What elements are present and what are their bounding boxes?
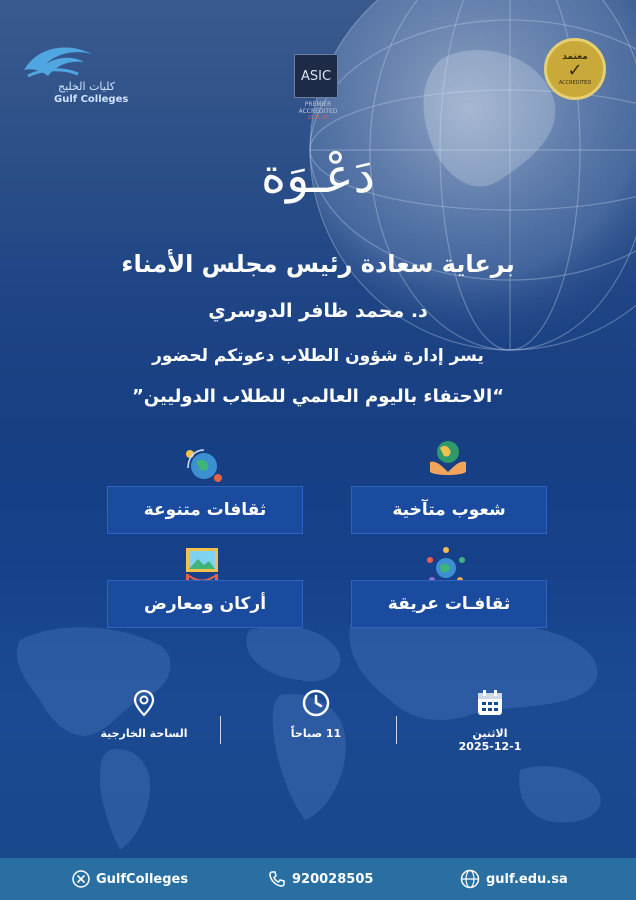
seal-english: ACCREDITED [558, 80, 592, 86]
hands-globe-icon [426, 436, 470, 480]
event-time-value: 11 صباحاً [290, 727, 342, 740]
feature-box-brotherly-peoples [351, 486, 547, 534]
location-pin-icon [129, 688, 159, 718]
asic-logo [294, 54, 342, 121]
feature-label: شعوب متآخية [392, 500, 506, 520]
asic-box: ASIC [294, 54, 338, 98]
asic-year: 2025-26 [307, 115, 329, 121]
checkmark-icon: ✓ [567, 60, 583, 81]
feature-label: أركان ومعارض [143, 594, 267, 614]
inviter-line: يسر إدارة شؤون الطلاب دعوتكم لحضور [152, 346, 484, 366]
event-location [64, 688, 224, 740]
seal-arabic: معتمد [562, 52, 588, 62]
feature-box-corners-exhibitions [107, 580, 303, 628]
phone-number[interactable] [268, 858, 373, 900]
gulf-logo-english: Gulf Colleges [54, 94, 129, 105]
event-name: “الاحتفاء باليوم العالمي للطلاب الدوليين” [131, 386, 505, 407]
phone-number-text: 920028505 [292, 871, 374, 887]
social-handle[interactable] [72, 858, 188, 900]
website-link[interactable] [460, 858, 568, 900]
website-text: gulf.edu.sa [486, 871, 568, 887]
phone-icon [268, 870, 286, 888]
footer-bar [0, 858, 636, 900]
feature-box-diverse-cultures [107, 486, 303, 534]
gulf-logo-arabic: كليات الخليج [58, 80, 115, 93]
event-date-value: 2025-12-1 [458, 740, 522, 753]
gulf-colleges-logo [18, 40, 138, 110]
patron-name: د. محمد ظافر الدوسري [208, 300, 428, 322]
accreditation-seal [544, 38, 606, 100]
clock-icon [301, 688, 331, 718]
event-location-value: الساحة الخارجية [100, 727, 188, 740]
feature-label: ثقافات متنوعة [143, 500, 267, 520]
patronage-line: برعاية سعادة رئيس مجلس الأمناء [121, 250, 515, 278]
calendar-icon [475, 688, 505, 718]
feature-label: ثقافـات عريقة [387, 594, 511, 614]
x-social-icon [72, 870, 90, 888]
event-time [236, 688, 396, 740]
social-handle-text: GulfColleges [96, 871, 189, 887]
gulf-wave-icon [18, 40, 98, 84]
divider [396, 716, 397, 744]
feature-box-ancient-cultures [351, 580, 547, 628]
event-day: الاثنين [472, 727, 508, 740]
event-date [410, 688, 570, 753]
globe-people-icon [182, 444, 226, 488]
globe-web-icon [460, 869, 480, 889]
asic-subtitle: PREMIER ACCREDITED [298, 101, 338, 115]
invitation-title: دَعْـوَة [260, 148, 376, 204]
